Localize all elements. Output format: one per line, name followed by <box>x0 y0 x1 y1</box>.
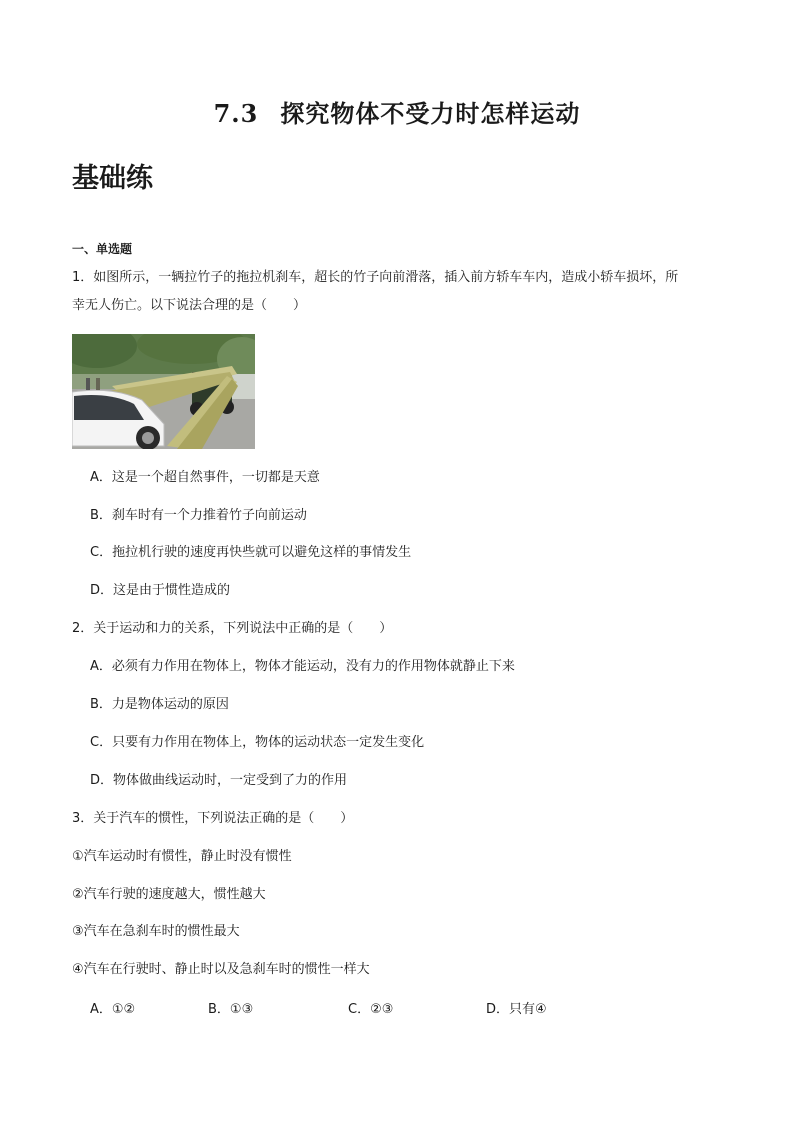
q1-stem-line2: 幸无人伤亡。以下说法合理的是（ ） <box>72 298 307 313</box>
q3-statement-1: ①汽车运动时有惯性，静止时没有惯性 <box>72 849 292 864</box>
section-heading: 基础练 <box>72 163 153 194</box>
q3-statement-3: ③汽车在急刹车时的惯性最大 <box>72 924 240 939</box>
q1-option-d: D．这是由于惯性造成的 <box>90 583 231 598</box>
q2-stem: 2．关于运动和力的关系，下列说法中正确的是（ ） <box>72 621 393 636</box>
q2-option-c: C．只要有力作用在物体上，物体的运动状态一定发生变化 <box>90 735 425 750</box>
tractor-bamboo-car-photo <box>72 334 255 449</box>
photo-illustration <box>72 334 255 449</box>
q2-option-d: D．物体做曲线运动时，一定受到了力的作用 <box>90 773 348 788</box>
q2-option-a: A．必须有力作用在物体上，物体才能运动，没有力的作用物体就静止下来 <box>90 659 515 674</box>
q3-option-b: B．①③ <box>208 1002 254 1017</box>
q3-options-row <box>90 998 650 1018</box>
page-title <box>0 94 794 129</box>
title-text: 探究物体不受力时怎样运动 <box>280 99 581 128</box>
title-number: 7.3 <box>213 99 259 128</box>
q1-stem-line1: 1．如图所示，一辆拉竹子的拖拉机刹车，超长的竹子向前滑落，插入前方轿车车内，造成小轿车损坏，所 <box>72 270 679 285</box>
q1-option-a: A．这是一个超自然事件，一切都是天意 <box>90 470 320 485</box>
q3-statement-4: ④汽车在行驶时、静止时以及急刹车时的惯性一样大 <box>72 962 370 977</box>
q1-option-b: B．刹车时有一个力推着竹子向前运动 <box>90 508 307 523</box>
q3-statement-2: ②汽车行驶的速度越大，惯性越大 <box>72 887 266 902</box>
part-heading: 一、单选题 <box>72 242 133 256</box>
q2-option-b: B．力是物体运动的原因 <box>90 697 229 712</box>
q3-option-d: D．只有④ <box>486 1002 547 1017</box>
q1-option-c: C．拖拉机行驶的速度再快些就可以避免这样的事情发生 <box>90 545 412 560</box>
q3-option-c: C．②③ <box>348 1002 394 1017</box>
q3-stem: 3．关于汽车的惯性，下列说法正确的是（ ） <box>72 811 354 826</box>
q3-option-a: A．①② <box>90 1002 136 1017</box>
